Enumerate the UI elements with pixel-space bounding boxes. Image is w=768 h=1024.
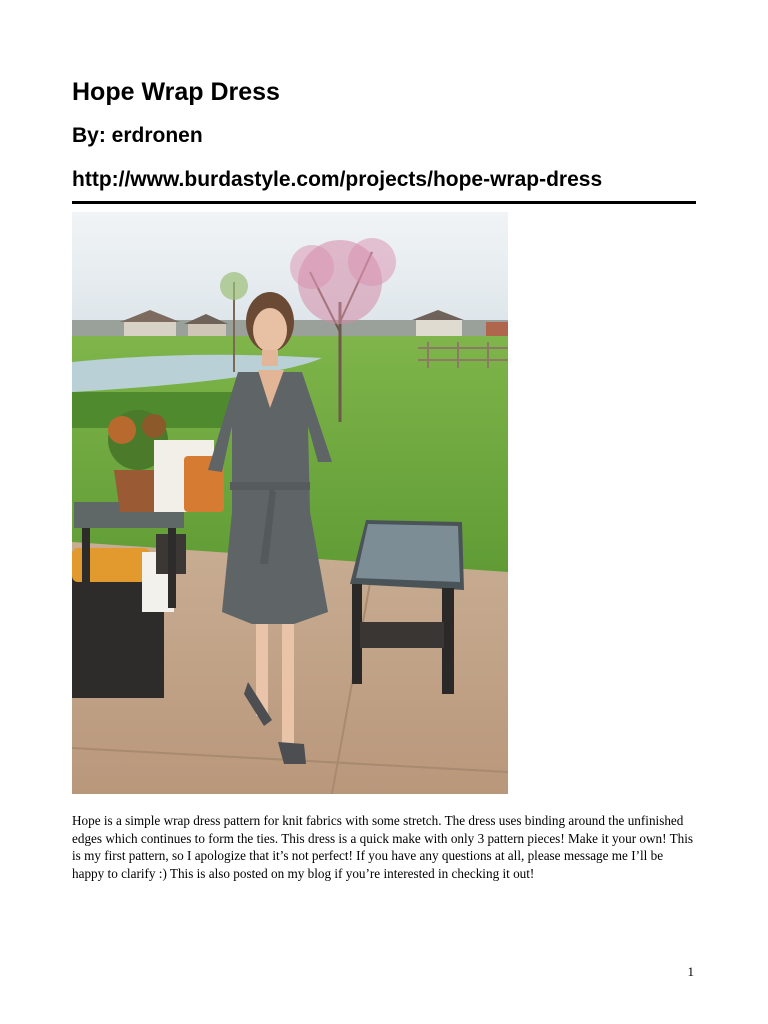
author-line: By: erdronen xyxy=(72,124,203,147)
project-description: Hope is a simple wrap dress pattern for knit fabrics with some stretch. The dress uses binding around the unfinished edges which continues to form the ties. This dress is a quick make with only 3 pattern pieces! Make it your own! This is my first pattern, so I apologize that it’s not perfect! If you have any questions at all, please message me I’ll be happy to clarify :) This is also posted on my blog if you’re interested in checking it out! xyxy=(72,813,694,881)
document-title: Hope Wrap Dress xyxy=(72,78,280,106)
dress-photo xyxy=(72,212,508,794)
header-divider xyxy=(72,201,696,204)
page-number: 1 xyxy=(687,964,694,979)
source-url[interactable]: http://www.burdastyle.com/projects/hope-wrap-dress xyxy=(72,168,603,191)
